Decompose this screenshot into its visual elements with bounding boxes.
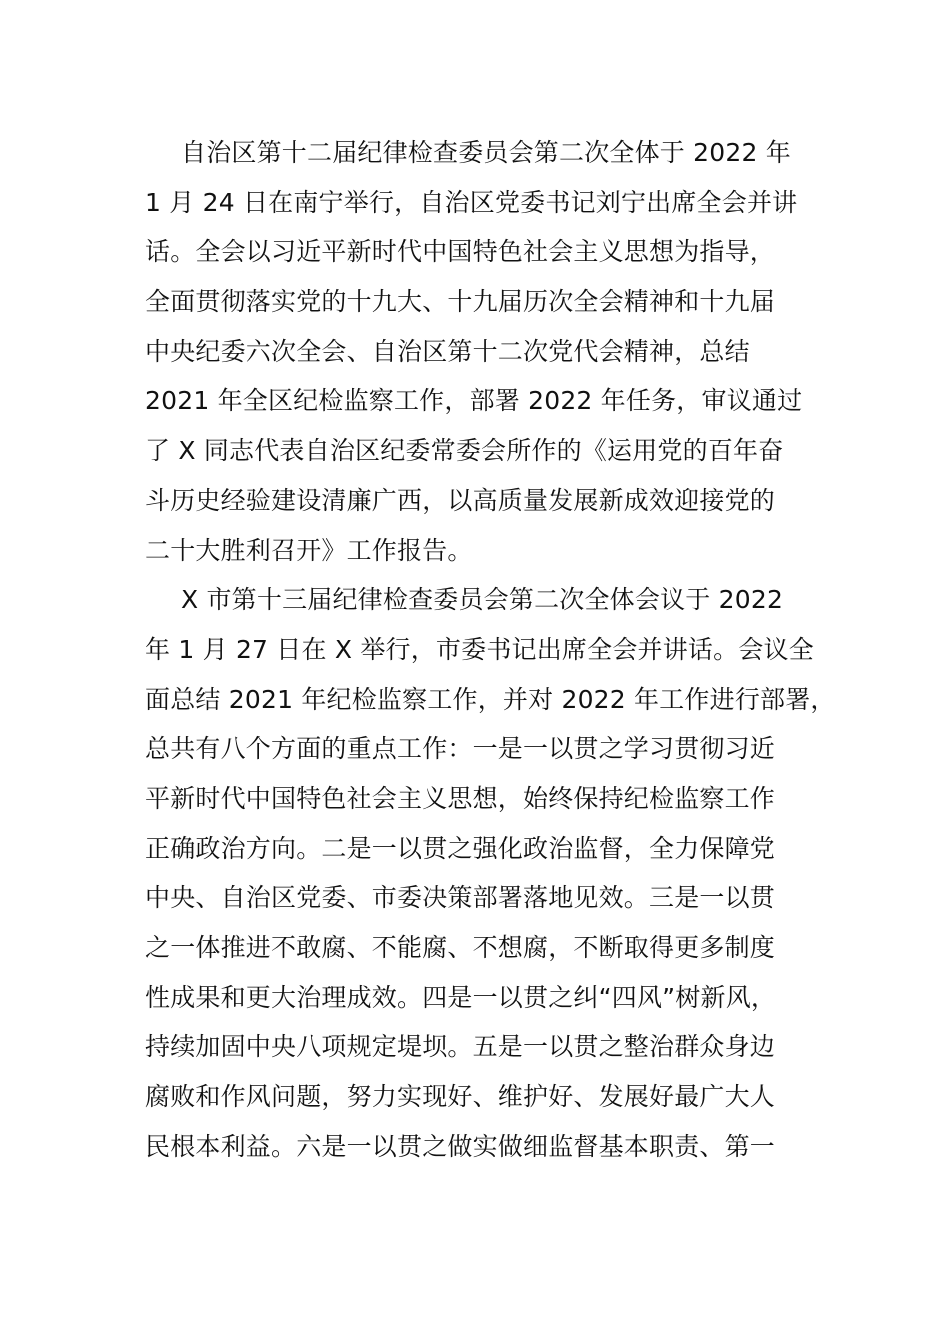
- text-line: 持续加固中央八项规定堤坝。五是一以贯之整治群众身边: [145, 1032, 776, 1062]
- text-line: 中央纪委六次全会、自治区第十二次党代会精神，总结: [145, 336, 750, 366]
- text-line: 年 1 月 27 日在 X 举行，市委书记出席全会并讲话。会议全: [145, 634, 814, 664]
- text-line: 性成果和更大治理成效。四是一以贯之纠“四风”树新风，: [145, 982, 777, 1012]
- paragraph-2: [145, 575, 835, 1171]
- text-line: 民根本利益。六是一以贯之做实做细监督基本职责、第一: [145, 1131, 776, 1161]
- text-line: 斗历史经验建设清廉广西，以高质量发展新成效迎接党的: [145, 485, 776, 515]
- text-line: 2021 年全区纪检监察工作，部署 2022 年任务，审议通过: [145, 386, 803, 416]
- text-line: 全面贯彻落实党的十九大、十九届历次全会精神和十九届: [145, 287, 776, 317]
- text-line: 总共有八个方面的重点工作：一是一以贯之学习贯彻习近: [145, 734, 776, 764]
- text-line: 之一体推进不敢腐、不能腐、不想腐，不断取得更多制度: [145, 933, 776, 962]
- document-body: [145, 128, 835, 1171]
- text-line: 1 月 24 日在南宁举行，自治区党委书记刘宁出席全会并讲: [145, 187, 798, 217]
- text-line: 二十大胜利召开》工作报告。: [145, 535, 473, 565]
- text-line: 了 X 同志代表自治区纪委常委会所作的《运用党的百年奋: [145, 436, 784, 466]
- text-line: 正确政治方向。二是一以贯之强化政治监督，全力保障党: [145, 833, 776, 863]
- text-line: 平新时代中国特色社会主义思想，始终保持纪检监察工作: [145, 783, 776, 813]
- text-line: 中央、自治区党委、市委决策部署落地见效。三是一以贯: [145, 883, 776, 913]
- text-line: X 市第十三届纪律检查委员会第二次全体会议于 2022: [181, 585, 784, 615]
- text-line: 面总结 2021 年纪检监察工作，并对 2022 年工作进行部署，: [145, 684, 836, 714]
- text-line: 话。全会以习近平新时代中国特色社会主义思想为指导，: [145, 237, 776, 267]
- text-line: 腐败和作风问题，努力实现好、维护好、发展好最广大人: [145, 1082, 776, 1112]
- text-line: 自治区第十二届纪律检查委员会第二次全体于 2022 年: [181, 138, 791, 167]
- paragraph-1: [145, 128, 835, 575]
